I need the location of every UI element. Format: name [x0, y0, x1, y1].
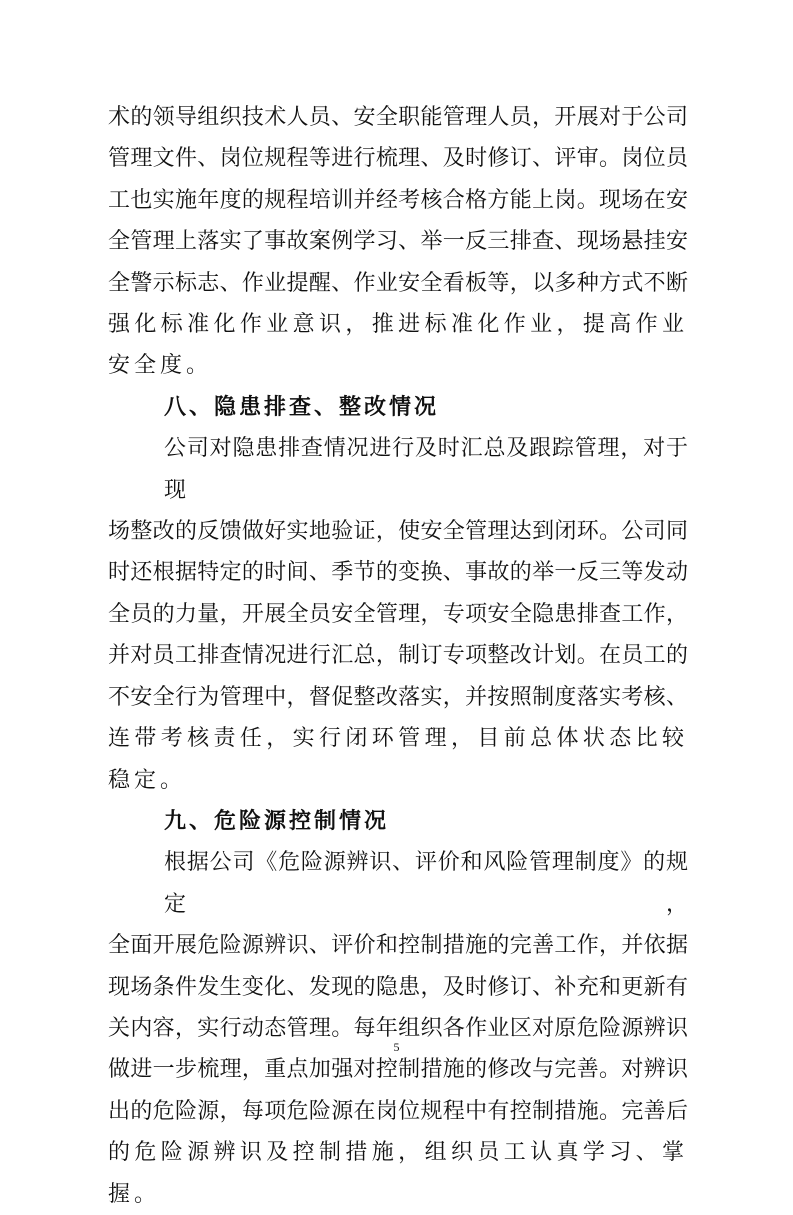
section-heading — [108, 387, 688, 428]
paragraph — [108, 97, 688, 387]
text-line: 全面开展危险源辨识、评价和控制措施的完善工作，并依据 — [108, 933, 688, 959]
text-line: 并对员工排查情况进行汇总，制订专项整改计划。在员工的 — [108, 643, 688, 669]
page-number: 5 — [393, 1040, 400, 1054]
text-line: 时还根据特定的时间、季节的变换、事故的举一反三等发动 — [108, 560, 688, 586]
text-line: 的危险源辨识及控制措施，组织员工认真学习、掌握。 — [108, 1140, 688, 1207]
text-line: 全员的力量，开展全员安全管理，专项安全隐患排查工作， — [108, 601, 688, 627]
text-line: 全管理上落实了事故案例学习、举一反三排查、现场悬挂安 — [108, 229, 688, 255]
heading-text: 九、危险源控制情况 — [164, 807, 390, 834]
text-line: 公司对隐患排查情况进行及时汇总及跟踪管理，对于现 — [164, 436, 688, 503]
text-line: 出的危险源，每项危险源在岗位规程中有控制措施。完善后 — [108, 1098, 688, 1124]
text-line: 连带考核责任，实行闭环管理，目前总体状态比较稳定。 — [108, 726, 688, 793]
section-heading — [108, 801, 688, 842]
paragraph — [108, 842, 688, 1215]
text-line: 关内容，实行动态管理。每年组织各作业区对原危险源辨识 — [108, 1015, 688, 1041]
text-line: 全警示标志、作业提醒、作业安全看板等，以多种方式不断 — [108, 270, 688, 296]
paragraph — [108, 428, 688, 801]
text-line: 现场条件发生变化、发现的隐患，及时修订、补充和更新有 — [108, 974, 688, 1000]
text-line: 场整改的反馈做好实地验证，使安全管理达到闭环。公司同 — [108, 519, 688, 545]
text-line: 不安全行为管理中，督促整改落实，并按照制度落实考核、 — [108, 684, 688, 710]
text-line: 工也实施年度的规程培训并经考核合格方能上岗。现场在安 — [108, 187, 688, 213]
heading-text: 八、隐患排查、整改情况 — [164, 393, 440, 420]
text-line: 根据公司《危险源辨识、评价和风险管理制度》的规定， — [164, 850, 688, 917]
text-line: 术的领导组织技术人员、安全职能管理人员，开展对于公司 — [108, 105, 688, 130]
text-line: 做进一步梳理，重点加强对控制措施的修改与完善。对辨识 — [108, 1057, 688, 1083]
text-line: 强化标准化作业意识，推进标准化作业，提高作业安全度。 — [108, 312, 688, 379]
text-line: 管理文件、岗位规程等进行梳理、及时修订、评审。岗位员 — [108, 146, 688, 172]
